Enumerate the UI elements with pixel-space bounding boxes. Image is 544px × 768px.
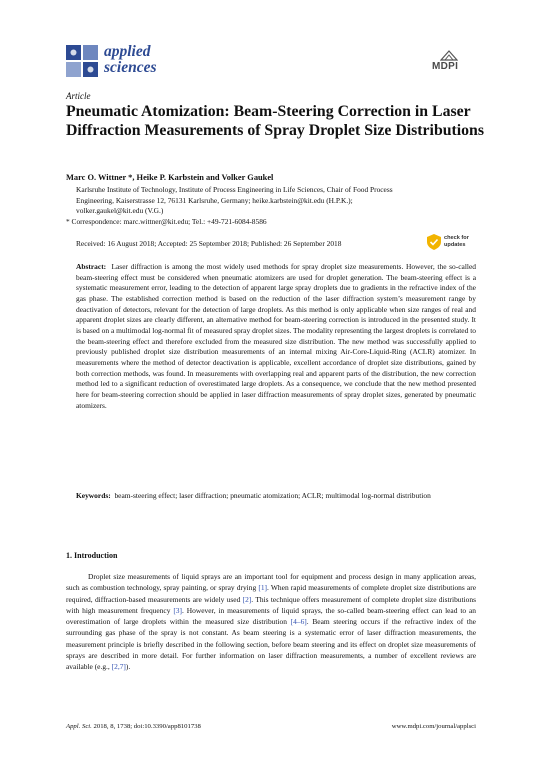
journal-logo: [66, 44, 176, 84]
citation-link[interactable]: [2]: [242, 594, 252, 604]
intro-text: . However, in measurements of liquid sprays, the so-called beam-steering effect can lead to an overestimation of large droplets within the measured size distribution: [66, 605, 476, 626]
publisher-logo: [432, 50, 476, 76]
citation-link[interactable]: [2,7]: [111, 662, 126, 671]
keywords-label: Keywords:: [76, 491, 111, 500]
publication-dates: Received: 16 August 2018; Accepted: 25 September 2018; Published: 26 September 2018: [76, 239, 342, 248]
mdpi-emblem-icon: [440, 50, 458, 61]
journal-name-line1: applied: [104, 43, 151, 60]
check-updates-line2: updates: [444, 241, 466, 248]
keywords: [76, 491, 476, 502]
check-updates-line1: check for: [444, 235, 469, 241]
affiliation: [76, 185, 476, 217]
abstract: [76, 262, 476, 411]
check-for-updates-badge[interactable]: [427, 233, 477, 253]
article-type: Article: [66, 91, 91, 101]
introduction-paragraph: [66, 571, 476, 672]
citation-link[interactable]: [1]: [258, 583, 268, 593]
footer-journal: Appl. Sci.: [66, 723, 92, 730]
intro-text: Droplet size measurements of liquid sprays are an important tool for equipment and process design in many application areas, such as combustion technology, spray painting, or spray drying: [66, 572, 476, 593]
affiliation-line: Karlsruhe Institute of Technology, Institute of Process Engineering in Life Sciences, Chair of Food Process: [76, 185, 393, 194]
footer-citation: [66, 723, 201, 730]
abstract-text: Laser diffraction is among the most widely used methods for spray droplet size measurements. However, the so-called beam-steering effect must be considered when pneumatic atomizers are used for droplet generation. The beam-steering effect is a systematic measurement error, leading to the detection of apparent large spray droplets due to gradients in the refractive index of the gas phase. The established correction method is based on the reduction of the laser diffraction system’s measurement range by deactivation of detectors, relevant for the detection of large droplets. As this method is only applicable when size ranges of real and apparent droplet sizes are clearly different, an alternative method for beam-steering correction is introduced in the presented study. It is based on a multimodal log-normal fit of measured spray droplet sizes. The modality representing the largest droplets is correlated to the beam-steering effect and therefore excluded from the measured size distribution. The new method was successfully applied to previously published droplet size distribution measurements of an internal mixing Air-Core-Liquid-Ring (ACLR) atomizer. In measurements where the method of detector deactivation is applicable, excellent accordance of droplet size distributions, gained by both correction methods, was found. In measurements with overlapping real and apparent parts of the distribution, the new correction method led to a significant reduction of overestimated large droplets. As a consequence, we conclude that the new method presented here for beam-steering correction should be applied in laser diffraction measurements of spray droplet sizes, generated by pneumatic atomizers.: [76, 262, 476, 410]
citation-link[interactable]: [3]: [173, 605, 183, 615]
affiliation-line: Engineering, Kaiserstrasse 12, 76131 Karlsruhe, Germany; heike.karbstein@kit.edu (H.P.K.);: [76, 195, 353, 205]
intro-text: . This technique offers measurement of complete droplet size distributions with high measurement frequency: [66, 594, 476, 615]
intro-text: . When rapid measurements of complete droplet size distributions are required, diffraction-based measurements are widely used: [66, 583, 476, 604]
check-updates-icon: [427, 234, 441, 250]
journal-logo-icon: [66, 45, 100, 79]
footer-doi: 2018, 8, 1738; doi:10.3390/app8101738: [93, 723, 201, 730]
keywords-text: beam-steering effect; laser diffraction; pneumatic atomization; ACLR; multimodal log-normal distribution: [114, 491, 431, 500]
check-updates-text: [444, 235, 469, 248]
intro-text: . Beam steering occurs if the refractive index of the surrounding gas phase of the spray is not constant. As beam steering is a systematic error of laser diffraction measurements, the measurement principle is briefly described in the following section, before beam steering and its effect on droplet size measurements of sprays are described in more detail. For further information on laser diffraction measurements, a number of excellent reviews are available (e.g.,: [66, 617, 476, 671]
correspondence: * Correspondence: marc.wittner@kit.edu; Tel.: +49-721-6084-8586: [66, 217, 267, 226]
affiliation-line: volker.gaukel@kit.edu (V.G.): [76, 206, 164, 216]
publisher-name: MDPI: [432, 61, 459, 72]
journal-name: [104, 44, 157, 76]
author-list: Marc O. Wittner *, Heike P. Karbstein and Volker Gaukel: [66, 173, 274, 182]
abstract-label: Abstract:: [76, 262, 107, 271]
journal-name-line2: sciences: [104, 59, 157, 76]
section-heading: 1. Introduction: [66, 551, 118, 560]
paper-title: Pneumatic Atomization: Beam-Steering Correction in Laser Diffraction Measurements of Spray Droplet Size Distributions: [66, 103, 484, 139]
citation-link[interactable]: [4–6]: [290, 617, 307, 626]
intro-text: ).: [125, 662, 131, 671]
footer-url[interactable]: www.mdpi.com/journal/applsci: [391, 723, 476, 730]
